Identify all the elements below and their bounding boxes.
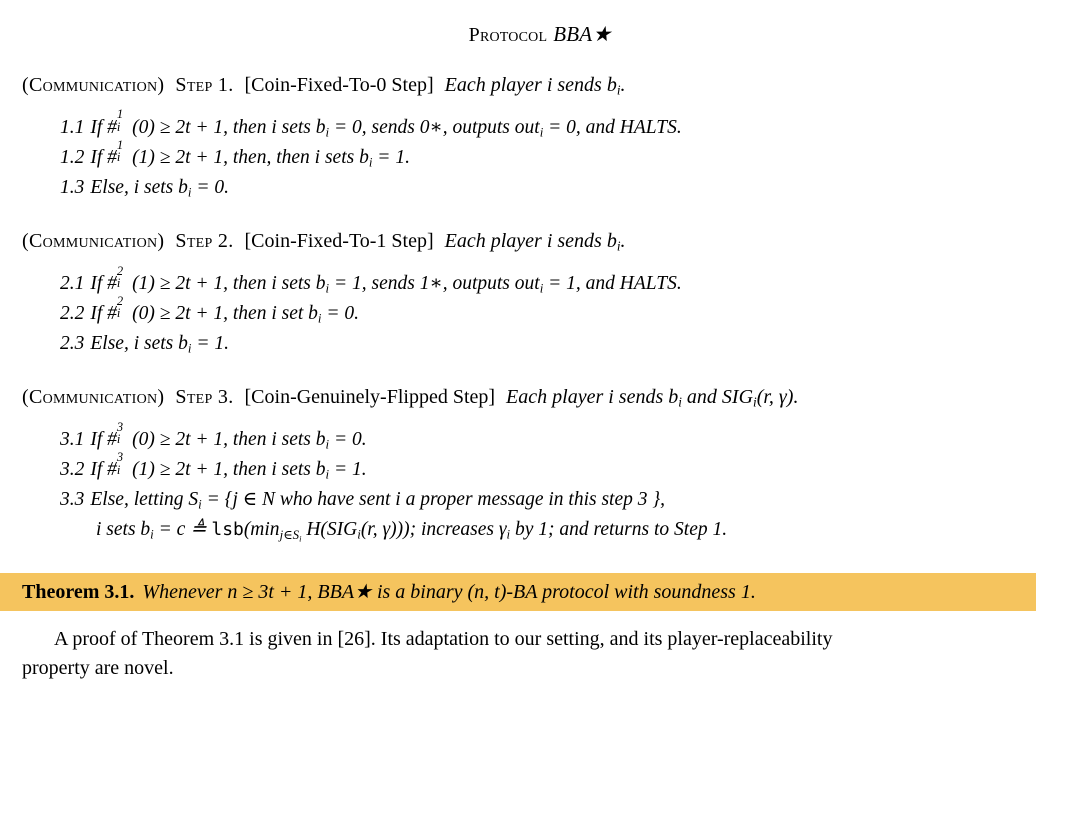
substep-2-1-number: 2.1: [60, 272, 85, 294]
closing-line-1: A proof of Theorem 3.1 is given in [26]. Its adaptation to our setting, and its player-replaceability: [54, 627, 833, 650]
substep-3-3-line2-f: by 1; and returns to Step 1.: [510, 519, 728, 541]
substep-3-1-part2: = 0.: [329, 429, 367, 450]
substep-1-1-part0: If #: [90, 116, 117, 138]
substep-3-3-line1-a: Else, letting S: [90, 489, 199, 511]
step-3-desc: Each player i sends $b_i$ and $SIG_i(r$, γ).: [506, 386, 799, 410]
substep-2-1-part0: If #: [90, 272, 117, 294]
substep-1-2-number: 1.2: [60, 146, 85, 168]
substep-2-1-part2: = 1, sends 1∗, outputs out: [329, 272, 540, 294]
substep-1-1-indices: 1 i: [116, 107, 124, 135]
substep-3-3-line2: i sets $b_i = c$ ≜ $lsb(\min_{j\in S_i}$ $H(SIG_i(r$, γ))); increases $\gamma_i$ by 1; and returns to Step 1.: [96, 519, 728, 544]
step-3-tag: [Coin-Genuinely-Flipped Step]: [244, 386, 496, 409]
step-2-communication-label: (Communication): [22, 230, 165, 253]
step-1-desc: [445, 74, 626, 96]
theorem-label: Theorem 3.1.: [22, 580, 135, 603]
substep-3-2-part0: If #: [90, 459, 117, 481]
protocol-title-name: BBA★: [553, 22, 612, 46]
step-1-label: Step 1.: [175, 74, 234, 96]
step-1-desc-text: Each player i sends b: [444, 74, 617, 96]
substep-3-1-indices: 3 i: [116, 419, 124, 447]
substep-3-2-number: 3.2: [60, 459, 85, 481]
substep-1-1-part2: = 0, sends 0∗, outputs out: [329, 116, 540, 138]
step-1-tag: [Coin-Fixed-To-0 Step]: [244, 74, 434, 96]
step-3-communication-label: (Communication): [22, 386, 165, 409]
theorem-highlight-block: [0, 573, 1036, 611]
substep-3-1-part1: (0) ≥ 2t + 1, then i sets b: [132, 429, 326, 450]
step-3-header: [0, 386, 1080, 411]
substep-2-2-indices: 2 i: [116, 293, 124, 321]
substep-1-1: 1.1 If # 1 i (0) ≥ 2t + 1, then i sets $b_i = 0$, sends 0∗, outputs out$_i$ = 0, and HALTS.: [60, 107, 682, 140]
substep-1-3-number: 1.3: [60, 177, 85, 198]
step-1-header: [0, 74, 1080, 99]
substep-3-2-part1: (1) ≥ 2t + 1, then i sets b: [132, 459, 326, 481]
substep-2-1: 2.1 If # 2 i (1) ≥ 2t + 1, then i sets $b_i = 1$, sends 1∗, outputs out$_i$ = 1, and HALTS.: [60, 263, 682, 296]
step-2-desc-text: Each player i sends b: [444, 230, 617, 253]
step-1-desc-tail: .: [620, 74, 626, 96]
substep-2-2-number: 2.2: [60, 303, 85, 324]
substep-3-1-part0: If #: [90, 429, 117, 450]
substep-2-2-part1: (0) ≥ 2t + 1, then i set b: [132, 303, 318, 324]
substep-3-3-line2-e: (r, γ))); increases γ: [360, 519, 507, 541]
step-1-communication-label: (Communication): [22, 74, 165, 96]
step-2-label: Step 2.: [175, 230, 234, 253]
step-1-desc-sub: i: [616, 82, 621, 98]
substep-1-1-part1: (0) ≥ 2t + 1, then i sets b: [132, 116, 326, 138]
substep-3-3-line2-b: = c ≜: [153, 519, 212, 541]
substep-2-1-part1: (1) ≥ 2t + 1, then i sets b: [132, 272, 326, 294]
substep-2-3: 2.3 Else, i sets $b_i = 1$.: [60, 333, 229, 356]
substep-1-1-number: 1.1: [60, 116, 85, 138]
theorem-statement: Whenever n ≥ 3t + 1, BBA★ is a binary (n, t)-BA protocol with soundness 1.: [142, 580, 756, 603]
substep-2-1-part3: = 1, and HALTS.: [543, 272, 682, 294]
substep-3-3-min-sub: j∈Si: [279, 528, 302, 544]
protocol-title-word: Protocol: [468, 24, 548, 46]
substep-1-2-part1: (1) ≥ 2t + 1, then, then i sets b: [132, 146, 369, 168]
substep-3-3: 3.3 Else, letting $S_i = \{j$ ∈ N who have sent i a proper message in this step 3 }, i sets $b_i = c$ ≜ $lsb(\min_{j\in S_i}$ $H(SIG_i(r$, γ))); increases $\gamma_i$ by 1; and returns to Step 1.: [0, 485, 1080, 545]
step-3-desc-tail: and SIG: [681, 386, 754, 409]
closing-paragraph: [0, 625, 1080, 683]
substep-3-3-number: 3.3: [60, 489, 85, 511]
step-3-desc-sub: i: [678, 395, 682, 410]
substep-1-2-indices: 1 i: [116, 137, 124, 165]
substep-3-1-number: 3.1: [60, 429, 85, 450]
substep-2-2-part0: If #: [90, 303, 117, 324]
substep-1-2-part0: If #: [90, 146, 117, 168]
step-2-desc: [445, 230, 626, 252]
substep-3-3-line2-a: i sets b: [96, 519, 151, 541]
substep-3-3-line2-d: H(SIG: [301, 519, 358, 541]
protocol-title: [0, 22, 1080, 47]
substep-3-2-part2: = 1.: [329, 459, 367, 481]
closing-line-2: property are novel.: [22, 656, 174, 679]
step-2-tag: [Coin-Fixed-To-1 Step]: [244, 230, 434, 253]
substep-3-3-line2-c: (min: [243, 519, 280, 541]
substep-2-2: 2.2 If # 2 i (0) ≥ 2t + 1, then i set $b_i = 0$.: [60, 293, 360, 326]
substep-3-2: 3.2 If # 3 i (1) ≥ 2t + 1, then i sets $b_i = 1$.: [60, 449, 367, 482]
substep-1-2-part2: = 1.: [372, 146, 410, 168]
substep-2-2-part2: = 0.: [321, 303, 360, 324]
substep-3-3-line1-b: = {j ∈ N who have sent i a proper message in this step 3 },: [201, 489, 666, 511]
substep-1-1-part3: = 0, and HALTS.: [543, 116, 682, 138]
paper-page: [0, 22, 1080, 833]
step-3-desc-tail2: (r, γ).: [756, 386, 799, 409]
lsb-function: lsb: [211, 519, 244, 541]
substep-3-2-indices: 3 i: [116, 449, 124, 477]
step-2-desc-tail: .: [620, 230, 626, 253]
substep-2-1-indices: 2 i: [116, 263, 124, 291]
substep-1-3: 1.3 Else, i sets $b_i = 0$.: [60, 177, 229, 200]
substep-2-3-number: 2.3: [60, 333, 85, 355]
step-2-header: [0, 230, 1080, 255]
substep-1-2: 1.2 If # 1 i (1) ≥ 2t + 1, then, then i sets $b_i = 1$.: [60, 137, 410, 170]
step-3-label: Step 3.: [175, 386, 234, 409]
step-3-desc-text: Each player i sends b: [506, 386, 679, 409]
substep-1-3-part0: Else, i sets b: [90, 177, 188, 198]
step-2-desc-sub: i: [616, 238, 621, 254]
substep-1-3-part1: = 0.: [191, 177, 229, 198]
substep-2-3-part0: Else, i sets b: [90, 333, 188, 355]
substep-3-1: 3.1 If # 3 i (0) ≥ 2t + 1, then i sets $b_i = 0$.: [60, 419, 367, 452]
substep-2-3-part1: = 1.: [191, 333, 229, 355]
